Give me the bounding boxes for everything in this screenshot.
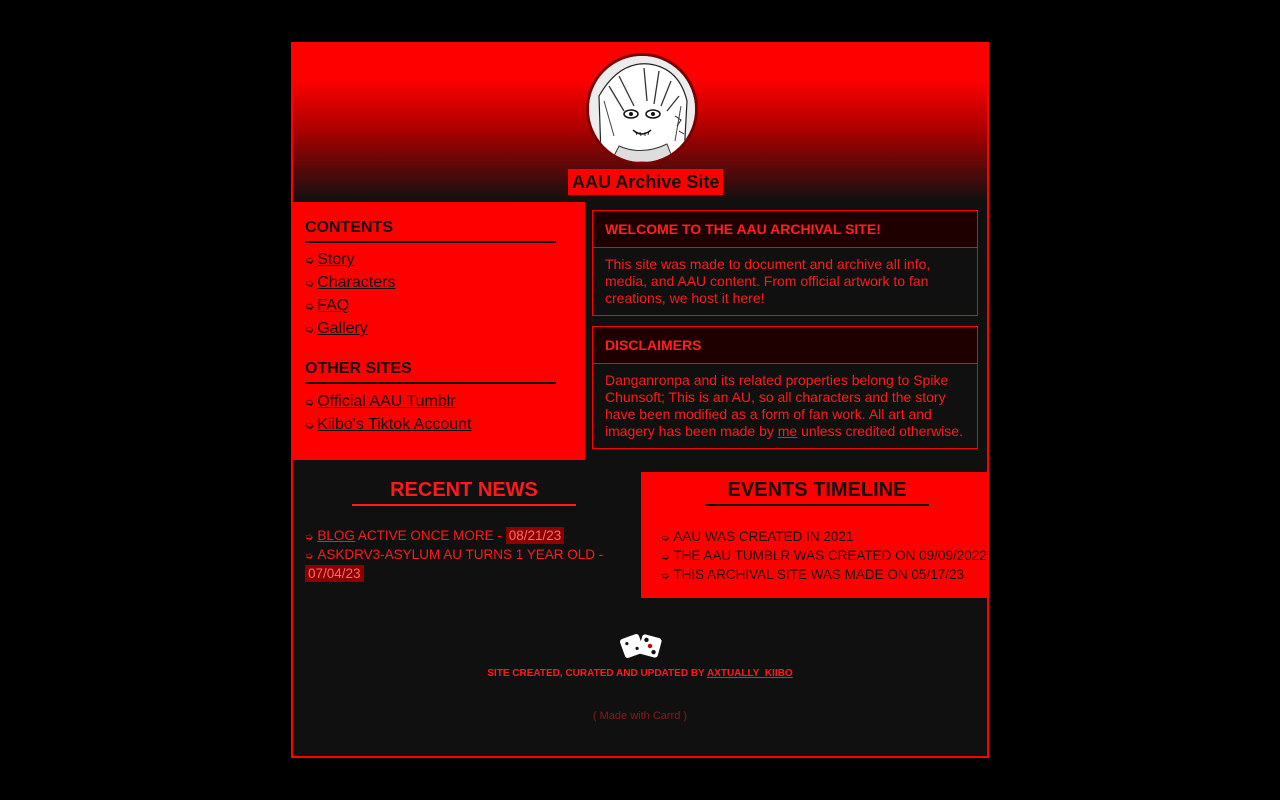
site-container <box>291 42 989 758</box>
date-badge: 08/21/23 <box>506 527 565 544</box>
arrow-right-icon: ➭ <box>661 533 670 544</box>
event-text: THE AAU TUMBLR WAS CREATED ON 09/09/2022 <box>673 548 987 563</box>
nav-item-tumblr <box>305 392 456 413</box>
arrow-right-icon: ➭ <box>305 397 315 409</box>
nav-item-gallery <box>305 319 368 340</box>
recent-news-heading: RECENT NEWS <box>352 478 576 506</box>
arrow-right-icon: ➭ <box>305 278 315 290</box>
arrow-right-icon: ➭ <box>305 532 314 543</box>
sidebar <box>293 202 585 460</box>
events-panel <box>641 472 989 598</box>
arrow-right-icon: ➭ <box>305 301 315 313</box>
news-list <box>305 527 605 582</box>
made-with-carrd-link[interactable]: ( Made with Carrd ) <box>592 710 688 722</box>
events-timeline-heading: EVENTS TIMELINE <box>705 478 929 506</box>
disclaimers-panel <box>592 326 978 449</box>
news-item <box>305 546 605 582</box>
avatar <box>586 53 698 165</box>
event-text: AAU WAS CREATED IN 2021 <box>673 529 854 544</box>
characters-link[interactable]: Characters <box>317 274 396 291</box>
arrow-right-icon: ➭ <box>305 420 315 432</box>
disclaimers-body <box>593 364 977 448</box>
contents-heading: CONTENTS <box>305 218 556 243</box>
gallery-link[interactable]: Gallery <box>317 320 368 337</box>
site-credit <box>293 667 987 681</box>
disclaimers-text-end: unless credited otherwise. <box>797 423 963 439</box>
me-link[interactable]: me <box>777 423 798 439</box>
arrow-right-icon: ➭ <box>305 255 315 267</box>
news-text: ACTIVE ONCE MORE - <box>354 528 506 543</box>
dice-icon <box>618 630 664 660</box>
event-item <box>661 528 987 547</box>
credit-text: SITE CREATED, CURATED AND UPDATED BY <box>487 668 707 679</box>
site-title: AAU Archive Site <box>568 169 723 195</box>
creator-link[interactable]: AXTUALLY_KIIBO <box>706 668 793 679</box>
welcome-panel <box>592 210 978 316</box>
nav-item-faq <box>305 296 349 317</box>
nav-item-characters <box>305 273 395 294</box>
faq-link[interactable]: FAQ <box>317 297 350 314</box>
story-link[interactable]: Story <box>317 251 355 268</box>
news-text: ASKDRV3-ASYLUM AU TURNS 1 YEAR OLD - <box>317 547 604 562</box>
event-item <box>661 566 987 585</box>
date-badge: 07/04/23 <box>305 565 364 582</box>
nav-item-tiktok <box>305 415 471 436</box>
arrow-right-icon: ➭ <box>661 571 670 582</box>
tumblr-link[interactable]: Official AAU Tumblr <box>317 393 456 410</box>
event-item <box>661 547 987 566</box>
arrow-right-icon: ➭ <box>305 324 315 336</box>
welcome-heading: WELCOME TO THE AAU ARCHIVAL SITE! <box>593 211 977 248</box>
disclaimers-text: Danganronpa and its related properties belong to Spike Chunsoft; This is an AU, so all characters and the story have been modified as a form of fan work. All art and imagery has been made by <box>605 372 949 439</box>
other-sites-heading: OTHER SITES <box>305 359 556 384</box>
event-text: THIS ARCHIVAL SITE WAS MADE ON 05/17/23 <box>673 567 964 582</box>
nav-item-story <box>305 250 355 271</box>
arrow-right-icon: ➭ <box>305 551 314 562</box>
avatar-illustration <box>589 56 695 162</box>
disclaimers-heading: DISCLAIMERS <box>593 327 977 364</box>
tiktok-link[interactable]: Kiibo's Tiktok Account <box>317 416 472 433</box>
arrow-right-icon: ➭ <box>661 552 670 563</box>
events-list <box>661 528 987 585</box>
news-item <box>305 527 605 546</box>
blog-link[interactable]: BLOG <box>317 528 355 543</box>
welcome-body: This site was made to document and archive all info, media, and AAU content. From official artwork to fan creations, we host it here! <box>605 256 931 306</box>
